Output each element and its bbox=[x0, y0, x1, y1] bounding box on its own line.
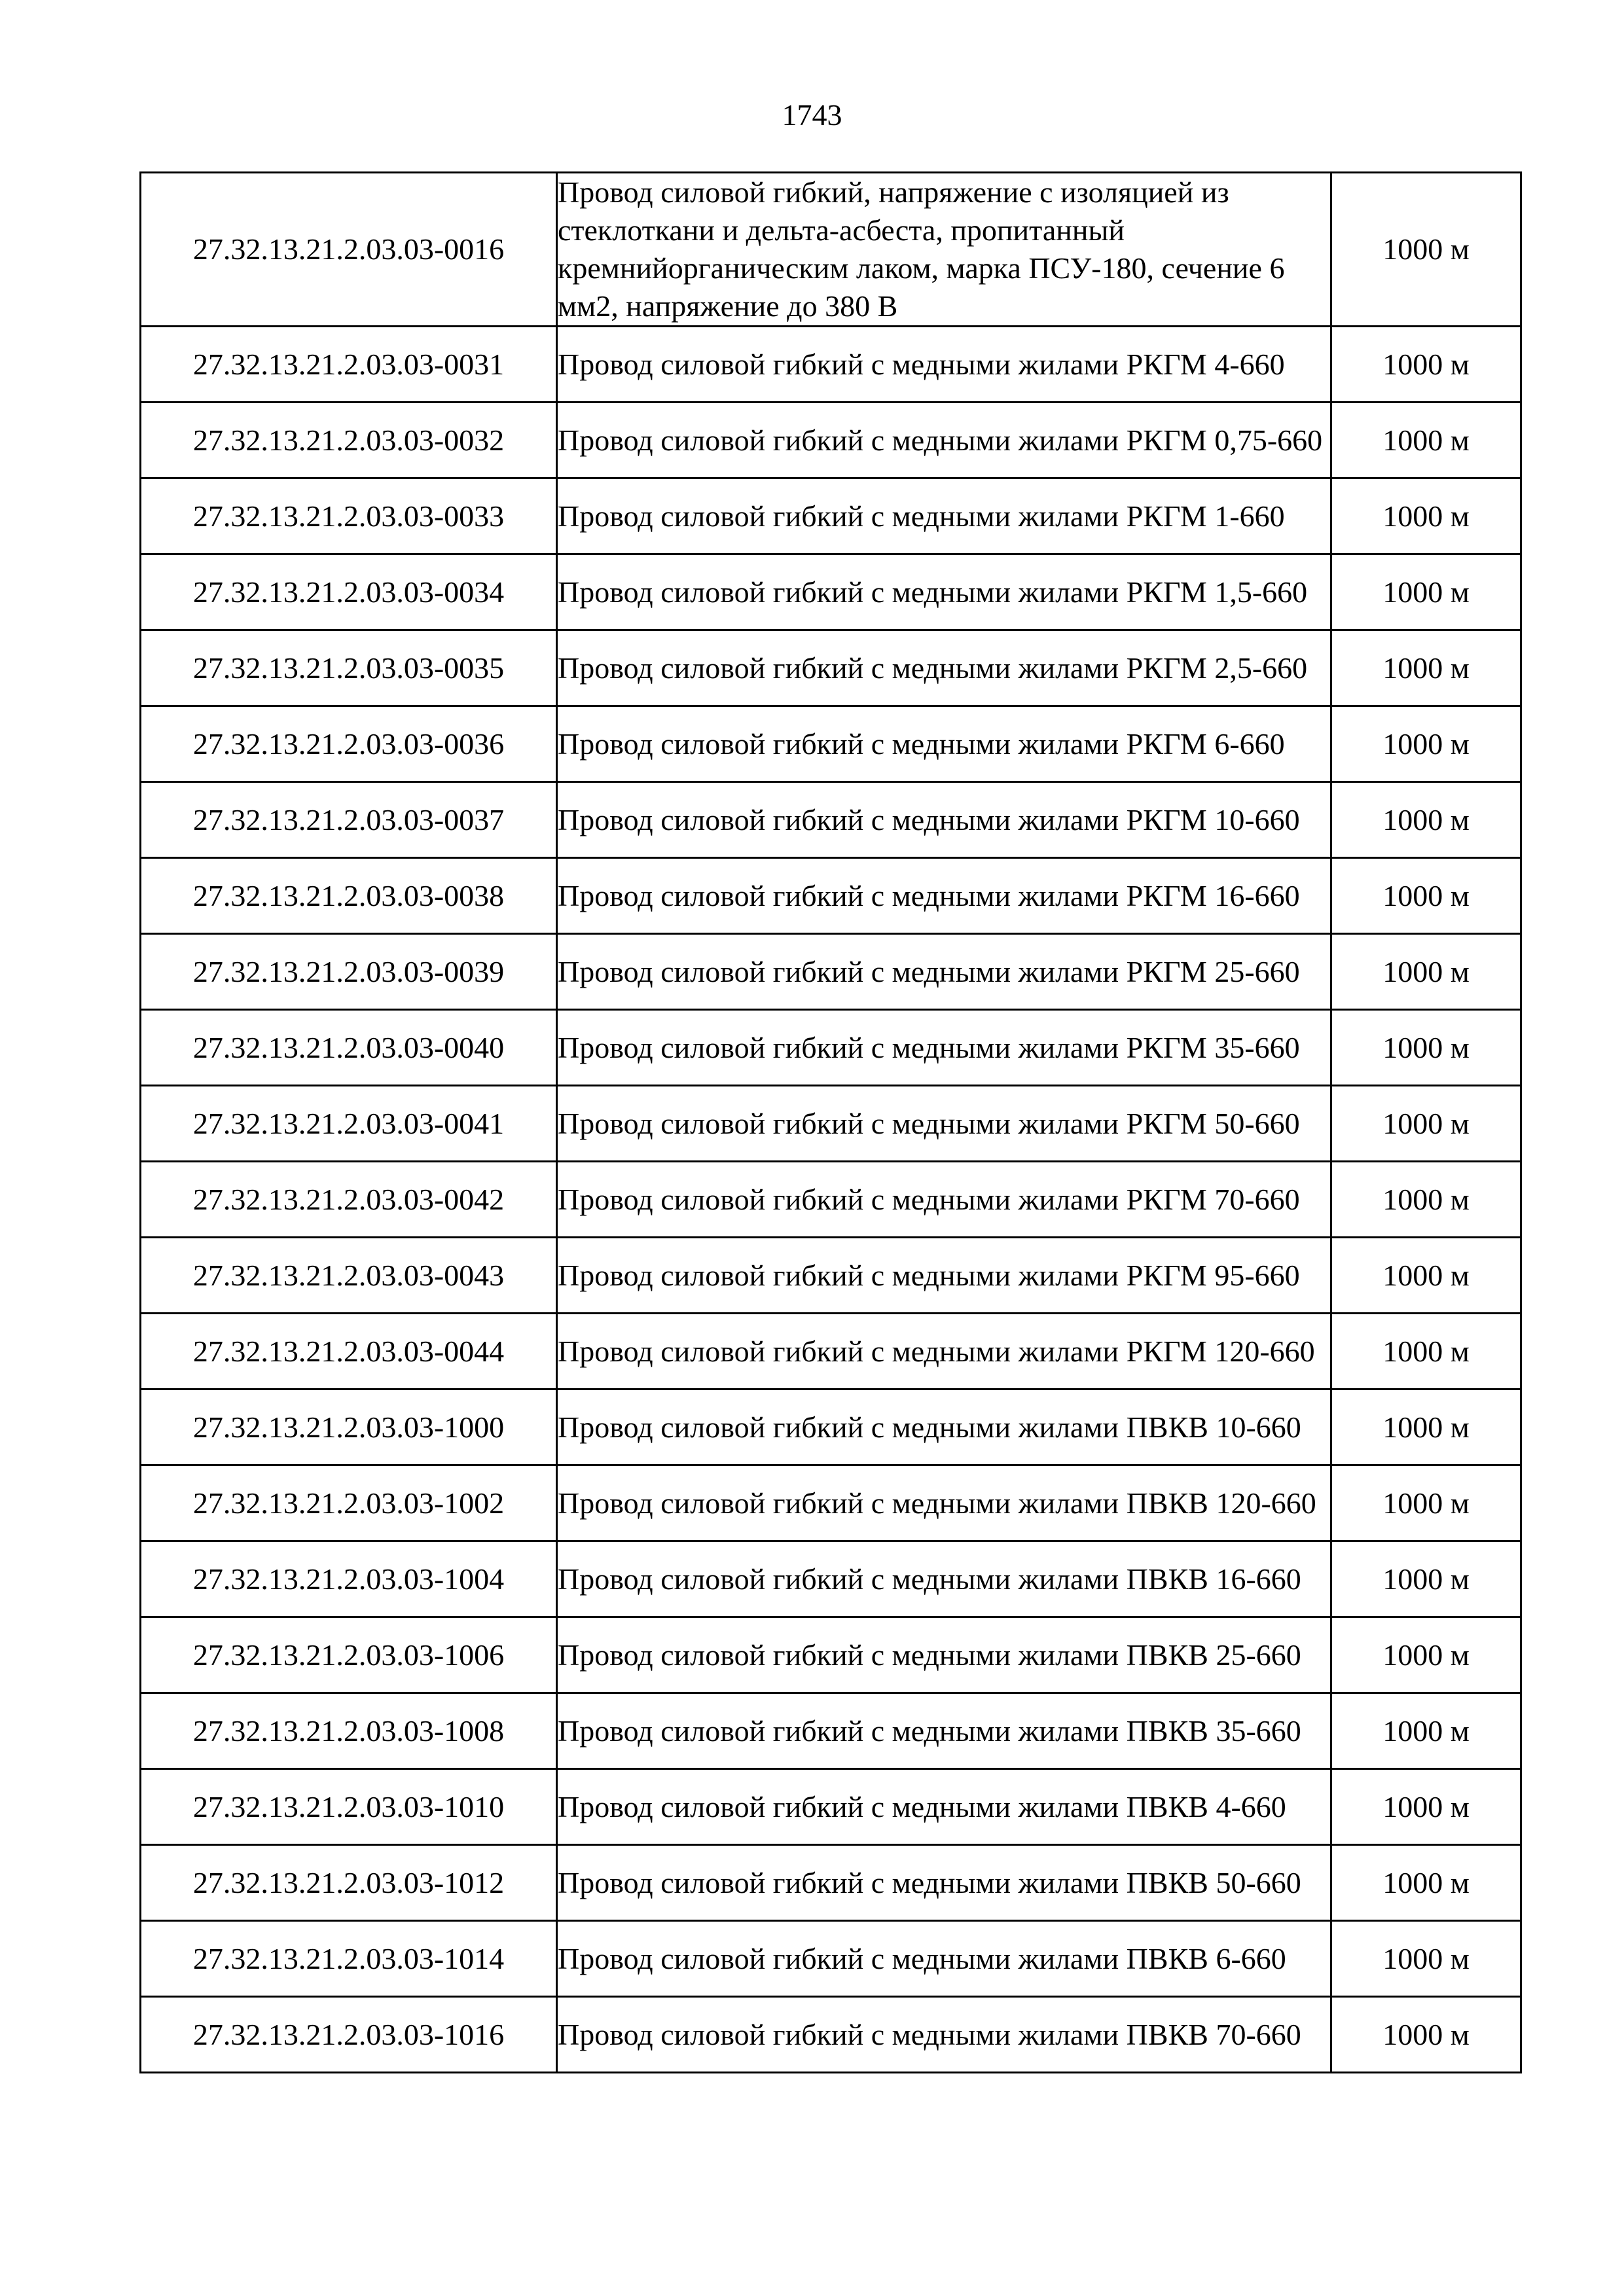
resource-unit: 1000 м bbox=[1331, 630, 1521, 706]
table-row bbox=[141, 1997, 1521, 2073]
resource-unit: 1000 м bbox=[1331, 1541, 1521, 1617]
resource-code: 27.32.13.21.2.03.03-0031 bbox=[141, 327, 557, 403]
resource-code: 27.32.13.21.2.03.03-0038 bbox=[141, 858, 557, 934]
resource-name: Провод силовой гибкий с медными жилами ПВКВ 50-660 bbox=[557, 1845, 1331, 1921]
table-row bbox=[141, 1086, 1521, 1162]
resource-unit: 1000 м bbox=[1331, 1997, 1521, 2073]
table-row bbox=[141, 858, 1521, 934]
resource-code: 27.32.13.21.2.03.03-0041 bbox=[141, 1086, 557, 1162]
resource-name: Провод силовой гибкий с медными жилами РКГМ 120-660 bbox=[557, 1314, 1331, 1390]
table-row bbox=[141, 554, 1521, 630]
resource-unit: 1000 м bbox=[1331, 403, 1521, 478]
resource-unit: 1000 м bbox=[1331, 706, 1521, 782]
resource-name: Провод силовой гибкий с медными жилами РКГМ 25-660 bbox=[557, 934, 1331, 1010]
resource-code: 27.32.13.21.2.03.03-0040 bbox=[141, 1010, 557, 1086]
resource-name: Провод силовой гибкий с медными жилами ПВКВ 25-660 bbox=[557, 1617, 1331, 1693]
resource-name: Провод силовой гибкий с медными жилами РКГМ 2,5-660 bbox=[557, 630, 1331, 706]
table-row bbox=[141, 934, 1521, 1010]
resource-unit: 1000 м bbox=[1331, 934, 1521, 1010]
resource-unit: 1000 м bbox=[1331, 554, 1521, 630]
resource-code: 27.32.13.21.2.03.03-1004 bbox=[141, 1541, 557, 1617]
resource-name: Провод силовой гибкий с медными жилами РКГМ 50-660 bbox=[557, 1086, 1331, 1162]
resource-code: 27.32.13.21.2.03.03-0034 bbox=[141, 554, 557, 630]
table-row bbox=[141, 1010, 1521, 1086]
table-row bbox=[141, 1541, 1521, 1617]
resource-code: 27.32.13.21.2.03.03-1000 bbox=[141, 1390, 557, 1465]
resource-name: Провод силовой гибкий с медными жилами РКГМ 16-660 bbox=[557, 858, 1331, 934]
resource-unit: 1000 м bbox=[1331, 1086, 1521, 1162]
resource-unit: 1000 м bbox=[1331, 1390, 1521, 1465]
resource-name: Провод силовой гибкий с медными жилами ПВКВ 35-660 bbox=[557, 1693, 1331, 1769]
resource-code: 27.32.13.21.2.03.03-0044 bbox=[141, 1314, 557, 1390]
resource-name: Провод силовой гибкий с медными жилами РКГМ 70-660 bbox=[557, 1162, 1331, 1238]
resource-code: 27.32.13.21.2.03.03-0036 bbox=[141, 706, 557, 782]
resource-unit: 1000 м bbox=[1331, 1010, 1521, 1086]
resource-table bbox=[139, 171, 1522, 2073]
resource-name: Провод силовой гибкий с медными жилами РКГМ 4-660 bbox=[557, 327, 1331, 403]
table-row bbox=[141, 1769, 1521, 1845]
resource-name: Провод силовой гибкий, напряжение с изоляцией из стеклоткани и дельта-асбеста, пропитанный кремнийорганическим лаком, марка ПСУ-180, сечение 6 мм2, напряжение до 380 В bbox=[557, 173, 1331, 327]
table-row bbox=[141, 1314, 1521, 1390]
resource-code: 27.32.13.21.2.03.03-0016 bbox=[141, 173, 557, 327]
resource-unit: 1000 м bbox=[1331, 1769, 1521, 1845]
resource-name: Провод силовой гибкий с медными жилами ПВКВ 70-660 bbox=[557, 1997, 1331, 2073]
resource-unit: 1000 м bbox=[1331, 782, 1521, 858]
resource-unit: 1000 м bbox=[1331, 1617, 1521, 1693]
resource-name: Провод силовой гибкий с медными жилами ПВКВ 120-660 bbox=[557, 1465, 1331, 1541]
resource-unit: 1000 м bbox=[1331, 1845, 1521, 1921]
resource-unit: 1000 м bbox=[1331, 1314, 1521, 1390]
table-row bbox=[141, 478, 1521, 554]
table-row bbox=[141, 706, 1521, 782]
resource-name: Провод силовой гибкий с медными жилами РКГМ 1,5-660 bbox=[557, 554, 1331, 630]
resource-code: 27.32.13.21.2.03.03-0033 bbox=[141, 478, 557, 554]
resource-unit: 1000 м bbox=[1331, 173, 1521, 327]
resource-name: Провод силовой гибкий с медными жилами ПВКВ 6-660 bbox=[557, 1921, 1331, 1997]
resource-code: 27.32.13.21.2.03.03-1002 bbox=[141, 1465, 557, 1541]
resource-code: 27.32.13.21.2.03.03-0032 bbox=[141, 403, 557, 478]
resource-name: Провод силовой гибкий с медными жилами РКГМ 1-660 bbox=[557, 478, 1331, 554]
table-row bbox=[141, 1390, 1521, 1465]
table-row bbox=[141, 173, 1521, 327]
resource-unit: 1000 м bbox=[1331, 1162, 1521, 1238]
resource-code: 27.32.13.21.2.03.03-0042 bbox=[141, 1162, 557, 1238]
table-row bbox=[141, 1617, 1521, 1693]
resource-unit: 1000 м bbox=[1331, 327, 1521, 403]
resource-code: 27.32.13.21.2.03.03-1010 bbox=[141, 1769, 557, 1845]
table-row bbox=[141, 1162, 1521, 1238]
resource-name: Провод силовой гибкий с медными жилами РКГМ 10-660 bbox=[557, 782, 1331, 858]
resource-code: 27.32.13.21.2.03.03-1012 bbox=[141, 1845, 557, 1921]
resource-unit: 1000 м bbox=[1331, 478, 1521, 554]
resource-code: 27.32.13.21.2.03.03-0037 bbox=[141, 782, 557, 858]
resource-name: Провод силовой гибкий с медными жилами РКГМ 6-660 bbox=[557, 706, 1331, 782]
resource-unit: 1000 м bbox=[1331, 1921, 1521, 1997]
resource-name: Провод силовой гибкий с медными жилами РКГМ 35-660 bbox=[557, 1010, 1331, 1086]
resource-code: 27.32.13.21.2.03.03-1006 bbox=[141, 1617, 557, 1693]
table-row bbox=[141, 1921, 1521, 1997]
table-row bbox=[141, 403, 1521, 478]
resource-code: 27.32.13.21.2.03.03-1016 bbox=[141, 1997, 557, 2073]
resource-unit: 1000 м bbox=[1331, 1693, 1521, 1769]
resource-unit: 1000 м bbox=[1331, 1238, 1521, 1314]
table-row bbox=[141, 1693, 1521, 1769]
table-row bbox=[141, 1465, 1521, 1541]
resource-name: Провод силовой гибкий с медными жилами РКГМ 0,75-660 bbox=[557, 403, 1331, 478]
resource-code: 27.32.13.21.2.03.03-1014 bbox=[141, 1921, 557, 1997]
resource-code: 27.32.13.21.2.03.03-0039 bbox=[141, 934, 557, 1010]
resource-name: Провод силовой гибкий с медными жилами РКГМ 95-660 bbox=[557, 1238, 1331, 1314]
table-row bbox=[141, 327, 1521, 403]
table-row bbox=[141, 1845, 1521, 1921]
table-row bbox=[141, 782, 1521, 858]
resource-name: Провод силовой гибкий с медными жилами ПВКВ 10-660 bbox=[557, 1390, 1331, 1465]
resource-code: 27.32.13.21.2.03.03-0043 bbox=[141, 1238, 557, 1314]
resource-code: 27.32.13.21.2.03.03-0035 bbox=[141, 630, 557, 706]
resource-name: Провод силовой гибкий с медными жилами ПВКВ 4-660 bbox=[557, 1769, 1331, 1845]
resource-code: 27.32.13.21.2.03.03-1008 bbox=[141, 1693, 557, 1769]
resource-unit: 1000 м bbox=[1331, 858, 1521, 934]
table-row bbox=[141, 630, 1521, 706]
resource-unit: 1000 м bbox=[1331, 1465, 1521, 1541]
resource-name: Провод силовой гибкий с медными жилами ПВКВ 16-660 bbox=[557, 1541, 1331, 1617]
page-number: 1743 bbox=[782, 98, 842, 132]
table-row bbox=[141, 1238, 1521, 1314]
